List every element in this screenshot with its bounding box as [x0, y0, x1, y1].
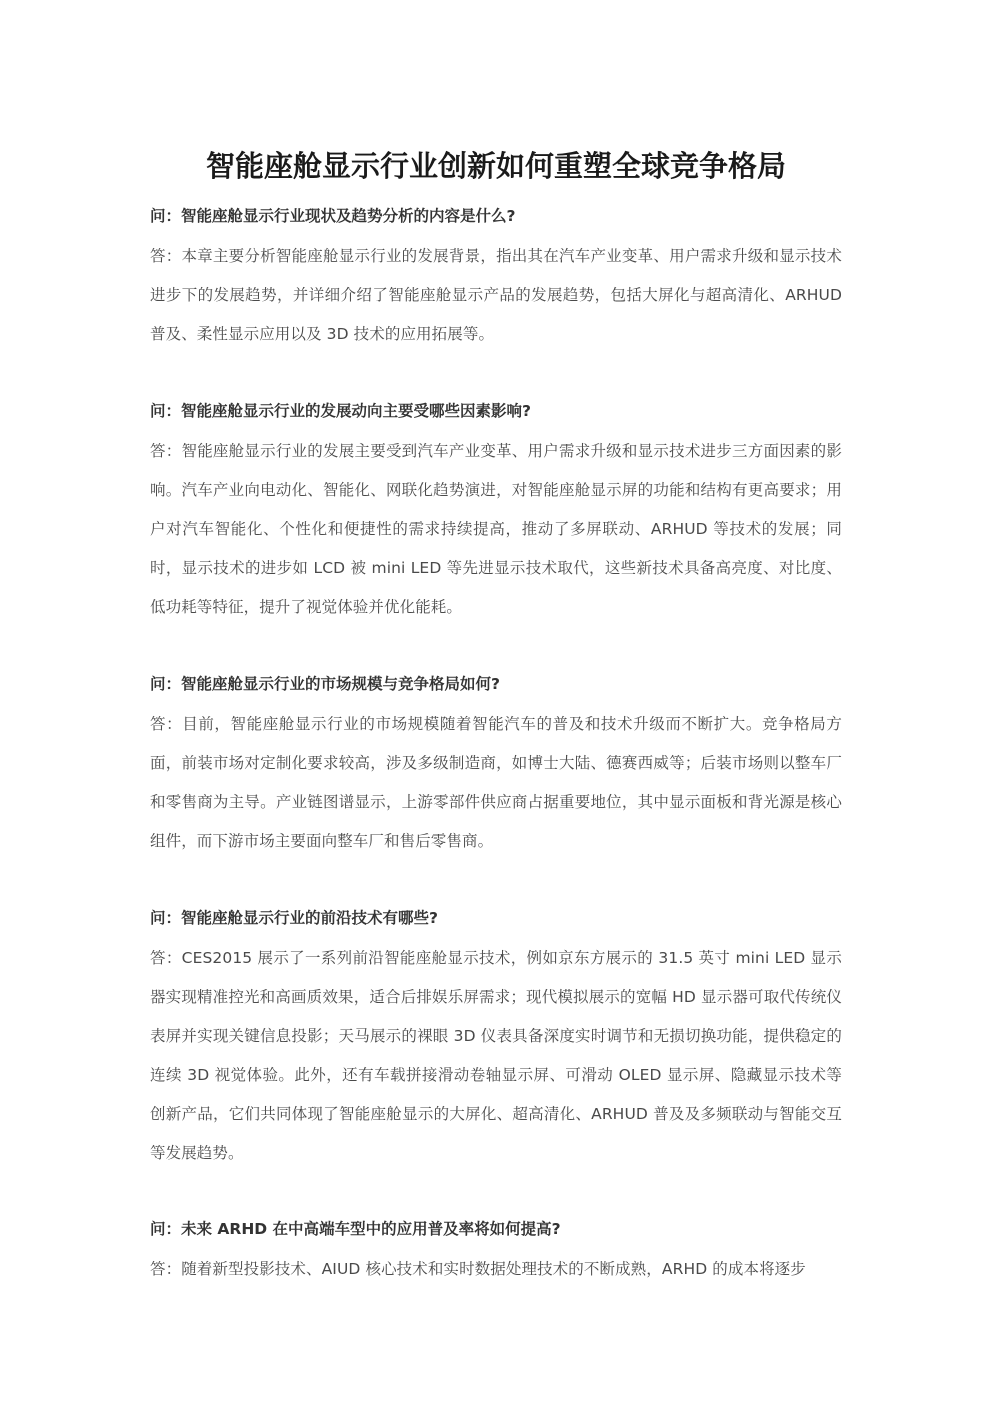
qa-block — [150, 1219, 842, 1289]
qa-block — [150, 401, 842, 627]
qa-block — [150, 206, 842, 354]
qa-block — [150, 674, 842, 861]
question-text: 问：智能座舱显示行业的发展动向主要受哪些因素影响? — [150, 402, 531, 420]
answer-text: 答：CES2015 展示了一系列前沿智能座舱显示技术，例如京东方展示的 31.5 英寸 mini LED 显示器实现精准控光和高画质效果，适合后排娱乐屏需求；现代模拟展示的宽幅 HD 显示器可取代传统仪表屏并实现关键信息投影；天马展示的裸眼 3D 仪表具备深度实时调节和无损切换功能，提供稳定的连续 3D 视觉体验。此外，还有车载拼接滑动卷轴显示屏、可滑动 OLED 显示屏、隐藏显示技术等创新产品，它们共同体现了智能座舱显示的大屏化、超高清化、ARHUD 普及及多频联动与智能交互等发展趋势。 — [150, 949, 842, 1162]
question-text: 问：智能座舱显示行业的市场规模与竞争格局如何? — [150, 675, 500, 693]
question-text: 问：未来 ARHD 在中高端车型中的应用普及率将如何提高? — [150, 1220, 561, 1238]
document-title: 智能座舱显示行业创新如何重塑全球竞争格局 — [205, 149, 786, 183]
question-text: 问：智能座舱显示行业的前沿技术有哪些? — [150, 909, 438, 927]
qa-block — [150, 908, 842, 1173]
question-text: 问：智能座舱显示行业现状及趋势分析的内容是什么? — [150, 207, 516, 225]
answer-text: 答：随着新型投影技术、AIUD 核心技术和实时数据处理技术的不断成熟，ARHD 的成本将逐步 — [150, 1260, 806, 1278]
answer-text: 答：本章主要分析智能座舱显示行业的发展背景，指出其在汽车产业变革、用户需求升级和显示技术进步下的发展趋势，并详细介绍了智能座舱显示产品的发展趋势，包括大屏化与超高清化、ARHUD 普及、柔性显示应用以及 3D 技术的应用拓展等。 — [150, 247, 842, 343]
answer-text: 答：智能座舱显示行业的发展主要受到汽车产业变革、用户需求升级和显示技术进步三方面因素的影响。汽车产业向电动化、智能化、网联化趋势演进，对智能座舱显示屏的功能和结构有更高要求；用户对汽车智能化、个性化和便捷性的需求持续提高，推动了多屏联动、ARHUD 等技术的发展；同时，显示技术的进步如 LCD 被 mini LED 等先进显示技术取代，这些新技术具备高亮度、对比度、低功耗等特征，提升了视觉体验并优化能耗。 — [150, 442, 842, 616]
answer-text: 答：目前，智能座舱显示行业的市场规模随着智能汽车的普及和技术升级而不断扩大。竞争格局方面，前装市场对定制化要求较高，涉及多级制造商，如博士大陆、德赛西威等；后装市场则以整车厂和零售商为主导。产业链图谱显示，上游零部件供应商占据重要地位，其中显示面板和背光源是核心组件，而下游市场主要面向整车厂和售后零售商。 — [150, 715, 842, 850]
